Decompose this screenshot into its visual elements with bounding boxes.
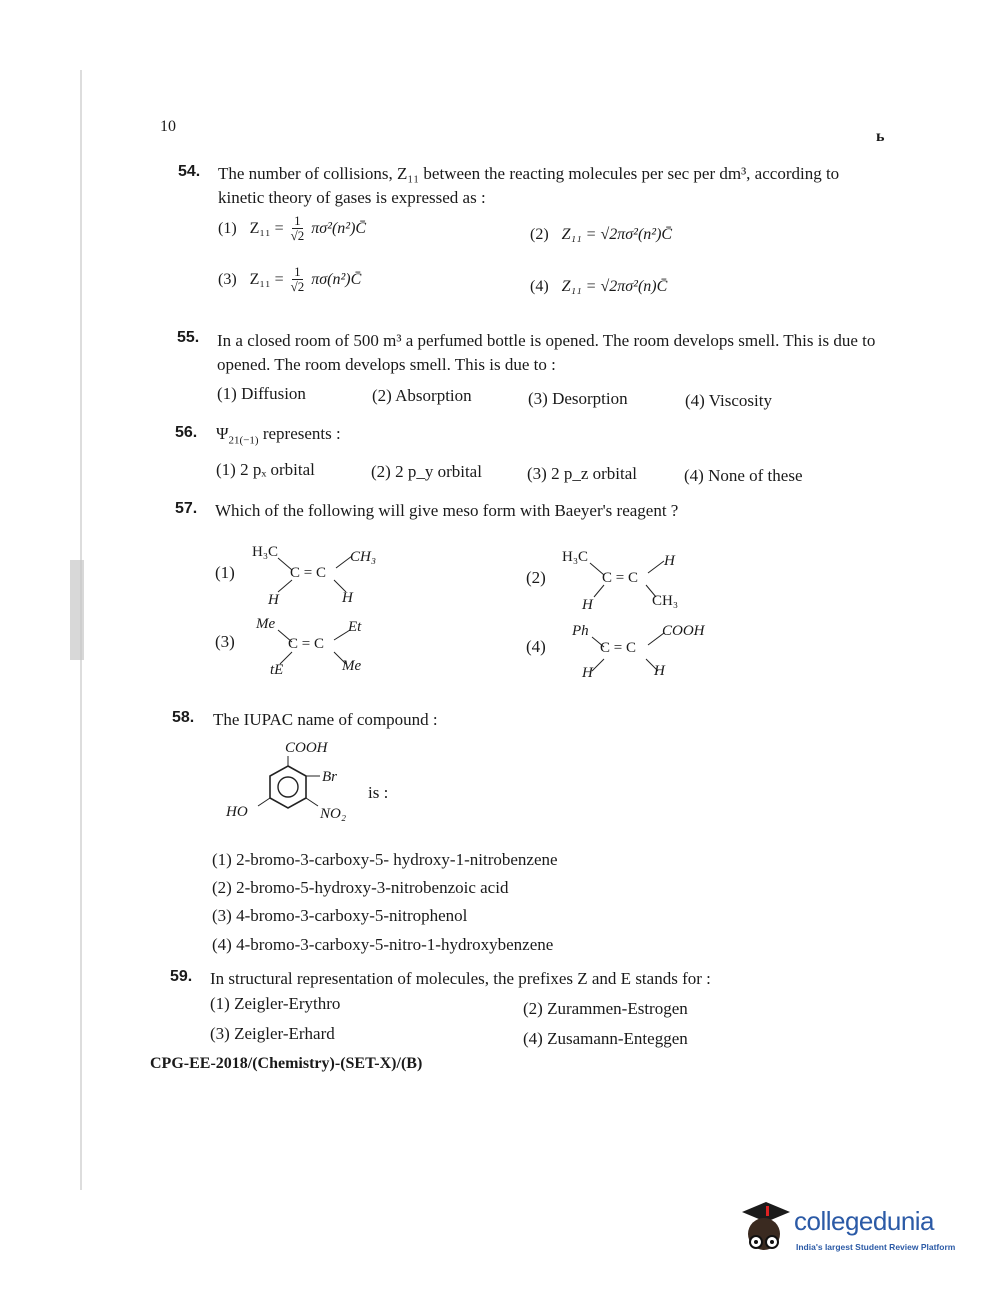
q57-s3-center: C = C [288, 636, 324, 652]
q54-opt3-label: (3) [218, 270, 237, 288]
q54-opt1-num: 1 [294, 213, 301, 228]
q56-option-2: (2) 2 p_y orbital [371, 462, 482, 481]
q58-number: 58. [172, 709, 195, 726]
q54-opt2-label: (2) [530, 226, 549, 243]
q56-psi-sub: 21(−1) [228, 434, 259, 447]
logo-name: collegedunia [794, 1206, 935, 1236]
q57-s2-tl: H₃C [562, 549, 589, 565]
q54-opt1-lhs: Z₁₁ = [249, 219, 284, 237]
q54-opt2-text: Z₁₁ = √2πσ²(n²)C̄ [561, 226, 673, 243]
q58-ho: HO [226, 804, 248, 820]
q58-is-label: is : [368, 783, 389, 802]
q57-s4-tr: COOH [662, 623, 705, 639]
q56-option-3: (3) 2 p_z orbital [527, 464, 637, 483]
q57-opt1-label: (1) [215, 563, 235, 582]
q54-option-1 [218, 214, 366, 243]
q57-text: Which of the following will give meso form with Baeyer's reagent ? [215, 501, 679, 520]
q55-option-4: (4) Viscosity [685, 391, 772, 410]
q59-option-1: (1) Zeigler-Erythro [210, 994, 341, 1013]
q54-option-2 [530, 226, 672, 244]
q55-option-3: (3) Desorption [528, 389, 628, 408]
q57-s1-bl: H [268, 592, 279, 608]
q57-s1-tl: H₃C [252, 544, 279, 560]
q54-opt4-label: (4) [530, 278, 549, 295]
q54-opt1-rhs: πσ²(n²)C̄ [311, 219, 367, 237]
q57-s3-tr: Et [348, 619, 362, 635]
q59-option-4: (4) Zusamann-Enteggen [523, 1029, 688, 1048]
q54-opt3-num: 1 [294, 264, 301, 279]
q58-cooh: COOH [285, 740, 328, 756]
q56-number: 56. [175, 424, 198, 441]
page-number: 10 [160, 118, 176, 135]
q58-option-1: (1) 2-bromo-3-carboxy-5- hydroxy-1-nitrobenzene [212, 850, 558, 869]
mascot-icon [736, 1198, 794, 1258]
q54-opt3-rhs: πσ(n²)C̄ [311, 270, 362, 288]
q55-text: In a closed room of 500 m³ a perfumed bottle is opened. The room develops smell. This is due to opened. The room develops smell. This is due to : [217, 331, 876, 374]
q57-s2-br: CH₃ [652, 593, 679, 609]
collegedunia-logo [736, 1196, 976, 1262]
q58-option-2: (2) 2-bromo-5-hydroxy-3-nitrobenzoic acid [212, 878, 509, 897]
q57-s3-tl: Me [256, 616, 276, 632]
q56-text: represents : [262, 424, 341, 443]
q57-number: 57. [175, 500, 198, 517]
q56-psi: Ψ [216, 424, 229, 443]
q54-opt3-fraction [289, 265, 307, 294]
q57-s4-bl: H [582, 665, 593, 681]
q58-text: The IUPAC name of compound : [213, 710, 438, 729]
q57-opt2-label: (2) [526, 568, 546, 587]
q57-s2-tr: H [664, 553, 675, 569]
q54-text: The number of collisions, Z₁₁ between the reacting molecules per sec per dm³, according to kinetic theory of gases is expressed as : [218, 164, 840, 207]
q54-opt1-fraction [289, 214, 307, 243]
q56-option-1: (1) 2 pₓ orbital [216, 460, 315, 479]
q58-br: Br [322, 769, 337, 785]
q57-s1-center: C = C [290, 565, 326, 581]
corner-mark: ь [876, 128, 885, 145]
q59-option-2: (2) Zurammen-Estrogen [523, 999, 688, 1018]
q54-number: 54. [178, 163, 201, 180]
q56-text-line [216, 422, 341, 452]
q57-structure-4 [570, 621, 730, 691]
q54-option-3 [218, 265, 361, 294]
q54-opt1-label: (1) [218, 219, 237, 237]
q58-no2: NO₂ [320, 806, 347, 822]
paper-code-footer: CPG-EE-2018/(Chemistry)-(SET-X)/(B) [150, 1055, 423, 1072]
q57-structure-2 [560, 547, 700, 617]
q57-s4-tl: Ph [572, 623, 589, 639]
q54-option-4 [530, 278, 667, 296]
q54-opt1-den: √2 [290, 228, 305, 243]
q57-structure-1 [248, 542, 388, 612]
scan-edge-mark [70, 560, 84, 660]
q57-s3-br: Me [342, 658, 362, 674]
q57-structure-3 [254, 614, 394, 684]
q57-s4-br: H [654, 663, 665, 679]
q57-opt4-label: (4) [526, 637, 546, 656]
q54-opt3-lhs: Z₁₁ = [249, 270, 284, 288]
q55-option-2: (2) Absorption [372, 386, 472, 405]
q57-opt3-label: (3) [215, 632, 235, 651]
q57-s4-bonds [570, 621, 730, 691]
q54-opt3-den: √2 [290, 279, 305, 294]
q54-opt4-text: Z₁₁ = √2πσ²(n)C̄ [561, 278, 668, 295]
q57-s1-tr: CH₃ [350, 549, 377, 565]
q56-option-4: (4) None of these [684, 466, 803, 485]
q57-s2-bl: H [582, 597, 593, 613]
q59-text: In structural representation of molecules, the prefixes Z and E stands for : [210, 969, 711, 988]
q59-option-3: (3) Zeigler-Erhard [210, 1024, 335, 1043]
q58-option-4: (4) 4-bromo-3-carboxy-5-nitro-1-hydroxybenzene [212, 935, 554, 954]
q59-number: 59. [170, 968, 193, 985]
q57-s4-center: C = C [600, 640, 636, 656]
logo-tagline: India's largest Student Review Platform [796, 1242, 956, 1252]
q55-number: 55. [177, 329, 200, 346]
q57-s3-bl: tE [270, 662, 284, 678]
q55-option-1: (1) Diffusion [217, 384, 306, 403]
q58-option-3: (3) 4-bromo-3-carboxy-5-nitrophenol [212, 906, 468, 925]
q57-s2-center: C = C [602, 570, 638, 586]
q57-s1-br: H [342, 590, 353, 606]
